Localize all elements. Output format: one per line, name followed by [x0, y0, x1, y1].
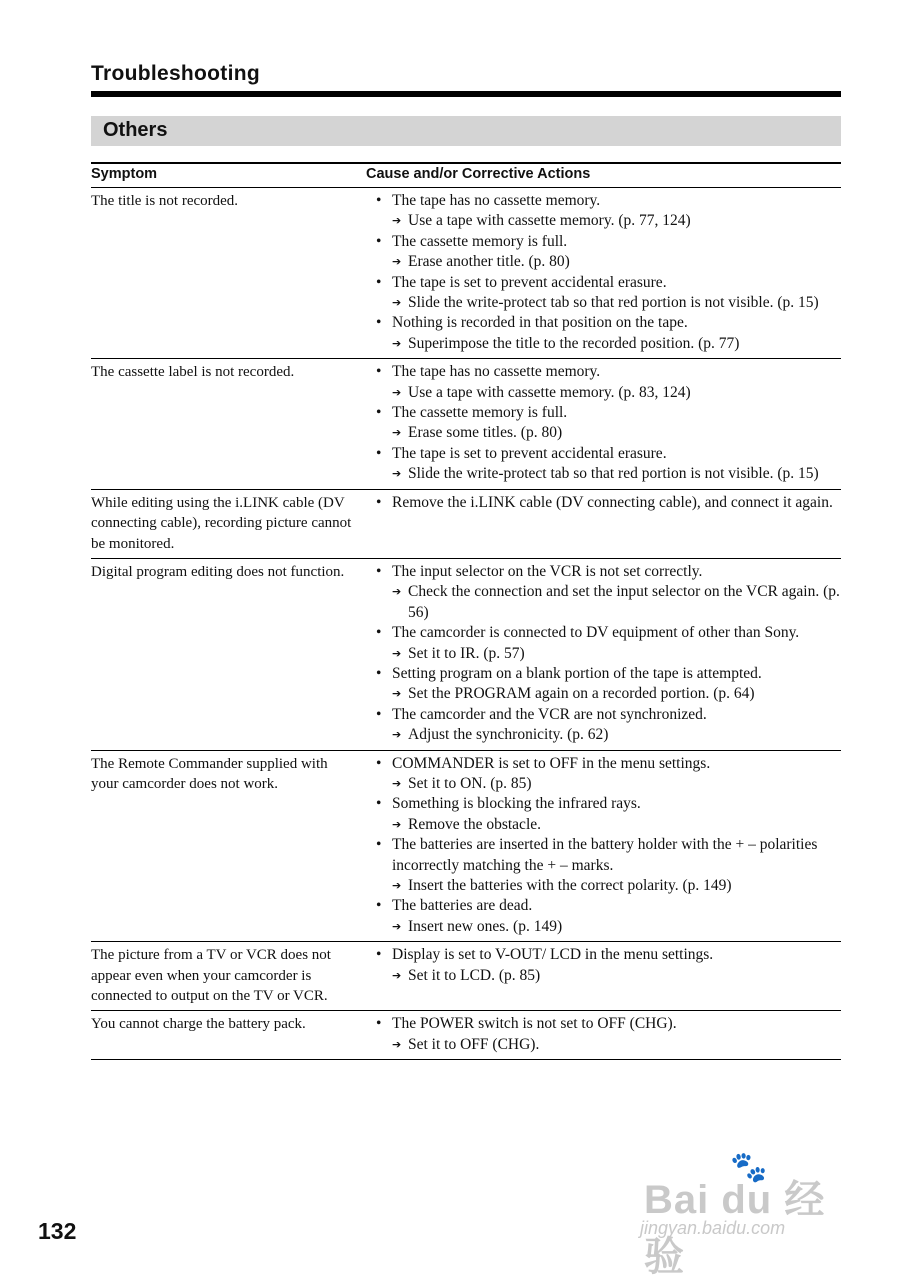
corrective-action: [376, 582, 841, 623]
table-row: [91, 1011, 841, 1060]
page-title: Troubleshooting: [91, 62, 260, 85]
bullet-icon: •: [376, 562, 382, 580]
bullet-icon: •: [376, 232, 382, 250]
table-row: [91, 942, 841, 1011]
arrow-right-icon: ➔: [392, 1037, 402, 1051]
cause-text: The input selector on the VCR is not set correctly.: [392, 562, 703, 580]
arrow-right-icon: ➔: [392, 385, 402, 399]
table-row: [91, 359, 841, 489]
fix-text: Set it to IR. (p. 57): [408, 644, 525, 662]
symptom-cell: The picture from a TV or VCR does not appear even when your camcorder is connected to output on the TV or VCR.: [91, 947, 331, 1005]
arrow-right-icon: ➔: [392, 585, 402, 599]
cause-text: The tape has no cassette memory.: [392, 192, 601, 209]
cause-text: COMMANDER is set to OFF in the menu settings.: [392, 754, 711, 772]
section-band: [91, 116, 841, 146]
corrective-action: [376, 966, 841, 986]
watermark: [640, 1150, 860, 1279]
table-body: [91, 188, 841, 1060]
bullet-icon: •: [376, 404, 382, 422]
cause-text: The cassette memory is full.: [392, 404, 568, 422]
arrow-right-icon: ➔: [392, 336, 402, 350]
watermark-logo: Bai du 经验: [644, 1178, 826, 1279]
cause-item: [376, 444, 841, 464]
bullet-icon: •: [376, 705, 382, 723]
fix-text: Adjust the synchronicity. (p. 62): [408, 726, 609, 744]
arrow-right-icon: ➔: [392, 296, 402, 310]
arrow-right-icon: ➔: [392, 728, 402, 742]
table-row: [91, 188, 841, 359]
corrective-action: [376, 644, 841, 664]
cause-item: [376, 794, 841, 814]
arrow-right-icon: ➔: [392, 687, 402, 701]
actions-cell: [366, 754, 841, 938]
fix-text: Set it to LCD. (p. 85): [408, 966, 541, 984]
cause-item: [376, 1014, 841, 1034]
cause-text: Display is set to V-OUT/ LCD in the menu settings.: [392, 946, 714, 964]
arrow-right-icon: ➔: [392, 776, 402, 790]
cause-text: Something is blocking the infrared rays.: [392, 795, 641, 813]
header-actions: Cause and/or Corrective Actions: [366, 166, 591, 182]
actions-cell: [366, 493, 841, 554]
bullet-icon: •: [376, 836, 382, 854]
cause-text: Nothing is recorded in that position on the tape.: [392, 314, 688, 332]
cause-text: Remove the i.LINK cable (DV connecting cable), and connect it again.: [392, 493, 833, 511]
watermark-url: jingyan.baidu.com: [640, 1218, 786, 1238]
cause-item: [376, 835, 841, 876]
heading-rule: [91, 91, 841, 97]
arrow-right-icon: ➔: [392, 919, 402, 933]
cause-text: The tape is set to prevent accidental erasure.: [392, 273, 667, 291]
symptom-cell: You cannot charge the battery pack.: [91, 1016, 306, 1033]
bullet-icon: •: [376, 795, 382, 813]
bullet-icon: •: [376, 444, 382, 462]
cause-text: The POWER switch is not set to OFF (CHG).: [392, 1015, 677, 1033]
bullet-icon: •: [376, 897, 382, 915]
corrective-action: [376, 815, 841, 835]
cause-item: [376, 403, 841, 423]
fix-text: Superimpose the title to the recorded position. (p. 77): [408, 334, 740, 352]
cause-item: [376, 313, 841, 333]
fix-text: Erase another title. (p. 80): [408, 253, 570, 271]
cause-item: [376, 362, 841, 382]
fix-text: Erase some titles. (p. 80): [408, 424, 563, 442]
paw-icon: 🐾: [730, 1151, 768, 1184]
actions-cell: [366, 945, 841, 1006]
bullet-icon: •: [376, 192, 382, 209]
corrective-action: [376, 774, 841, 794]
cause-item: [376, 232, 841, 252]
cause-item: [376, 623, 841, 643]
fix-text: Insert new ones. (p. 149): [408, 917, 563, 935]
cause-item: [376, 664, 841, 684]
cause-text: The batteries are dead.: [392, 897, 533, 915]
actions-cell: [366, 191, 841, 354]
corrective-action: [376, 334, 841, 354]
cause-item: [376, 945, 841, 965]
symptom-cell: Digital program editing does not function.: [91, 563, 345, 580]
cause-text: Setting program on a blank portion of the tape is attempted.: [392, 664, 762, 682]
bullet-icon: •: [376, 1015, 382, 1033]
symptom-cell: The cassette label is not recorded.: [91, 364, 295, 381]
corrective-action: [376, 423, 841, 443]
fix-text: Set it to OFF (CHG).: [408, 1035, 540, 1053]
cause-text: The tape is set to prevent accidental erasure.: [392, 444, 667, 462]
cause-item: [376, 273, 841, 293]
fix-text: Slide the write-protect tab so that red portion is not visible. (p. 15): [408, 294, 819, 312]
arrow-right-icon: ➔: [392, 426, 402, 440]
arrow-right-icon: ➔: [392, 214, 402, 228]
cause-text: The tape has no cassette memory.: [392, 363, 601, 381]
actions-cell: [366, 562, 841, 746]
corrective-action: [376, 1035, 841, 1055]
symptom-cell: The title is not recorded.: [91, 193, 239, 209]
page-number: 132: [38, 1218, 77, 1244]
bullet-icon: •: [376, 664, 382, 682]
fix-text: Set the PROGRAM again on a recorded portion. (p. 64): [408, 685, 755, 703]
fix-text: Use a tape with cassette memory. (p. 83, 124): [408, 383, 691, 401]
corrective-action: [376, 211, 841, 231]
actions-cell: [366, 1014, 841, 1055]
bullet-icon: •: [376, 493, 382, 511]
corrective-action: [376, 383, 841, 403]
arrow-right-icon: ➔: [392, 817, 402, 831]
arrow-right-icon: ➔: [392, 255, 402, 269]
cause-item: [376, 705, 841, 725]
corrective-action: [376, 252, 841, 272]
corrective-action: [376, 725, 841, 745]
arrow-right-icon: ➔: [392, 646, 402, 660]
symptom-cell: While editing using the i.LINK cable (DV connecting cable), recording picture cannot be monitored.: [91, 494, 352, 552]
cause-item: [376, 562, 841, 582]
bullet-icon: •: [376, 624, 382, 642]
cause-item: [376, 754, 841, 774]
symptom-cell: The Remote Commander supplied with your camcorder does not work.: [91, 755, 328, 792]
bullet-icon: •: [376, 363, 382, 381]
fix-text: Remove the obstacle.: [408, 815, 541, 833]
cause-item: [376, 493, 841, 513]
section-title: Others: [103, 119, 168, 141]
table-row: [91, 559, 841, 751]
header-symptom: Symptom: [91, 166, 158, 182]
bullet-icon: •: [376, 946, 382, 964]
corrective-action: [376, 464, 841, 484]
arrow-right-icon: ➔: [392, 879, 402, 892]
bullet-icon: •: [376, 314, 382, 332]
fix-text: Insert the batteries with the correct polarity. (p. 149): [408, 877, 732, 894]
cause-text: The cassette memory is full.: [392, 232, 568, 250]
fix-text: Use a tape with cassette memory. (p. 77, 124): [408, 212, 691, 230]
corrective-action: [376, 684, 841, 704]
corrective-action: [376, 876, 841, 896]
arrow-right-icon: ➔: [392, 968, 402, 982]
cause-item: [376, 191, 841, 211]
corrective-action: [376, 917, 841, 937]
cause-text: The camcorder and the VCR are not synchronized.: [392, 705, 707, 723]
fix-text: Set it to ON. (p. 85): [408, 774, 532, 792]
cause-text: The batteries are inserted in the battery holder with the + – polarities incorrectly matching the + – marks.: [392, 836, 818, 874]
arrow-right-icon: ➔: [392, 467, 402, 481]
corrective-action: [376, 293, 841, 313]
table-header: [91, 162, 841, 188]
actions-cell: [366, 362, 841, 484]
bullet-icon: •: [376, 273, 382, 291]
table-row: [91, 751, 841, 943]
troubleshooting-table: [91, 162, 841, 1060]
cause-item: [376, 896, 841, 916]
fix-text: Check the connection and set the input selector on the VCR again. (p. 56): [408, 583, 840, 621]
bullet-icon: •: [376, 754, 382, 772]
cause-text: The camcorder is connected to DV equipment of other than Sony.: [392, 624, 800, 642]
fix-text: Slide the write-protect tab so that red portion is not visible. (p. 15): [408, 465, 819, 483]
table-row: [91, 490, 841, 559]
